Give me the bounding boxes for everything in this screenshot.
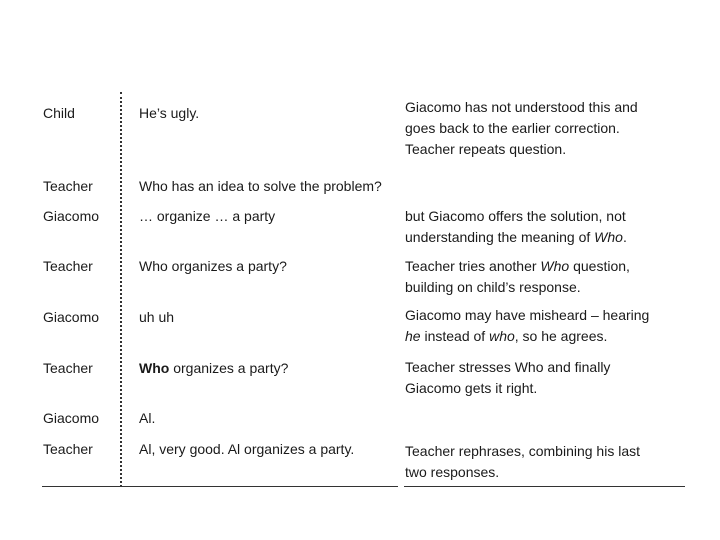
comment-text: Teacher tries another xyxy=(405,258,541,274)
comment-line: goes back to the earlier correction. xyxy=(405,120,620,136)
utterance: Al. xyxy=(139,410,156,426)
speaker-label: Giacomo xyxy=(43,309,100,325)
comment-line xyxy=(405,256,630,277)
comment-line: Giacomo has not understood this and xyxy=(405,99,638,115)
comment-line: but Giacomo offers the solution, not xyxy=(405,208,626,224)
comment-text: , so he agrees. xyxy=(514,328,608,344)
keyword-who: Who xyxy=(594,229,623,245)
speaker-label: Teacher xyxy=(43,441,93,457)
column-divider xyxy=(120,92,122,487)
comment-line: building on child’s response. xyxy=(405,279,581,295)
utterance: Al, very good. Al organizes a party. xyxy=(139,441,355,457)
utterance: uh uh xyxy=(139,309,175,325)
comment-line: Giacomo gets it right. xyxy=(405,380,538,396)
utterance: Who organizes a party? xyxy=(139,258,287,274)
utterance: Who has an idea to solve the problem? xyxy=(139,178,382,194)
comment-text: question, xyxy=(569,258,630,274)
speaker-label: Teacher xyxy=(43,178,93,194)
keyword-he: he xyxy=(405,328,421,344)
comment-line: Teacher rephrases, combining his last xyxy=(405,443,641,459)
speaker-label: Giacomo xyxy=(43,410,100,426)
utterance: … organize … a party xyxy=(139,208,276,224)
comment-line xyxy=(405,326,607,347)
speaker-label: Giacomo xyxy=(43,208,100,224)
comment-line: Giacomo may have misheard – hearing xyxy=(405,307,650,323)
speaker-label: Teacher xyxy=(43,360,93,376)
comment-text: . xyxy=(622,229,627,245)
utterance-text: organizes a party? xyxy=(169,360,289,376)
bottom-rule-left xyxy=(42,486,398,487)
keyword-who: who xyxy=(489,328,515,344)
emphasized-who: Who xyxy=(139,360,170,376)
comment-text: instead of xyxy=(420,328,490,344)
utterance: He’s ugly. xyxy=(139,105,200,121)
comment-line xyxy=(405,227,627,248)
keyword-who: Who xyxy=(540,258,570,274)
speaker-label: Teacher xyxy=(43,258,93,274)
comment-line: Teacher stresses Who and finally xyxy=(405,359,611,375)
comment-line: two responses. xyxy=(405,464,500,480)
comment-text: understanding the meaning of xyxy=(405,229,595,245)
speaker-label: Child xyxy=(43,105,75,121)
comment-line: Teacher repeats question. xyxy=(405,141,567,157)
utterance xyxy=(139,358,288,379)
bottom-rule-right xyxy=(404,486,685,487)
